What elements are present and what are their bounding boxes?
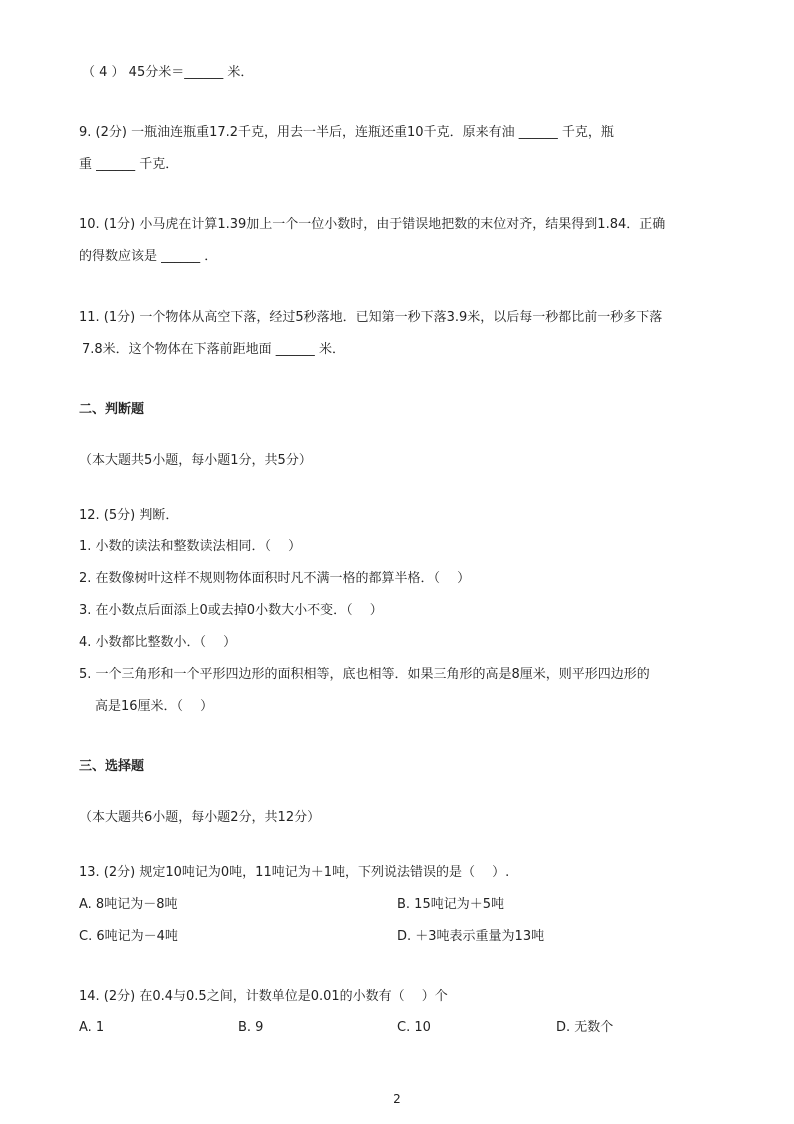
q12-item3: 3. 在小数点后面添上0或去掉0小数大小不变．（ ） [79, 603, 383, 618]
q13-option-a: A. 8吨记为－8吨 [79, 897, 178, 912]
q14-option-d: D. 无数个 [556, 1020, 614, 1035]
section-note-choice: （本大题共6小题，每小题2分，共12分） [79, 810, 321, 825]
section-heading-choice: 三、选择题 [79, 759, 145, 774]
q12-item1: 1. 小数的读法和整数读法相同．（ ） [79, 539, 302, 554]
q8-part4: （ 4 ） 45分米＝______ 米． [82, 65, 254, 80]
q10-line1: 10. (1分) 小马虎在计算1.39加上一个一位小数时，由于错误地把数的末位对齐，结果得到1.84．正确 [79, 217, 666, 232]
q14-option-a: A. 1 [79, 1020, 105, 1035]
q13-option-d: D. ＋3吨表示重量为13吨 [397, 929, 545, 944]
q14-option-b: B. 9 [238, 1020, 264, 1035]
q12-item5-line2: 高是16厘米．（ ） [95, 699, 214, 714]
q12-item2: 2. 在数像树叶这样不规则物体面积时凡不满一格的都算半格．（ ） [79, 571, 471, 586]
q13-option-c: C. 6吨记为－4吨 [79, 929, 178, 944]
q13-option-b: B. 15吨记为＋5吨 [397, 897, 504, 912]
section-heading-judgement: 二、判断题 [79, 402, 145, 417]
q11-line1: 11. (1分) 一个物体从高空下落，经过5秒落地．已知第一秒下落3.9米，以后每一秒都比前一秒多下落 [79, 310, 663, 325]
q12-stem: 12. (5分) 判断． [79, 508, 179, 523]
q14-option-c: C. 10 [397, 1020, 431, 1035]
q9-line2: 重 ______ 千克． [79, 157, 179, 172]
q11-line2: 7.8米．这个物体在下落前距地面 ______ 米． [82, 342, 345, 357]
q14-stem: 14. (2分) 在0.4与0.5之间，计数单位是0.01的小数有（ ）个 [79, 989, 448, 1004]
q10-line2: 的得数应该是 ______ ． [79, 249, 218, 264]
q12-item4: 4. 小数都比整数小．（ ） [79, 635, 237, 650]
q13-stem: 13. (2分) 规定10吨记为0吨，11吨记为＋1吨，下列说法错误的是（ ）. [79, 865, 510, 880]
q12-item5-line1: 5. 一个三角形和一个平形四边形的面积相等，底也相等．如果三角形的高是8厘米，则平形四边形的 [79, 667, 650, 682]
page-number: 2 [393, 1092, 401, 1106]
section-note-judgement: （本大题共5小题，每小题1分，共5分） [79, 453, 312, 468]
q9-line1: 9. (2分) 一瓶油连瓶重17.2千克，用去一半后，连瓶还重10千克．原来有油 ______ 千克，瓶 [79, 125, 614, 140]
